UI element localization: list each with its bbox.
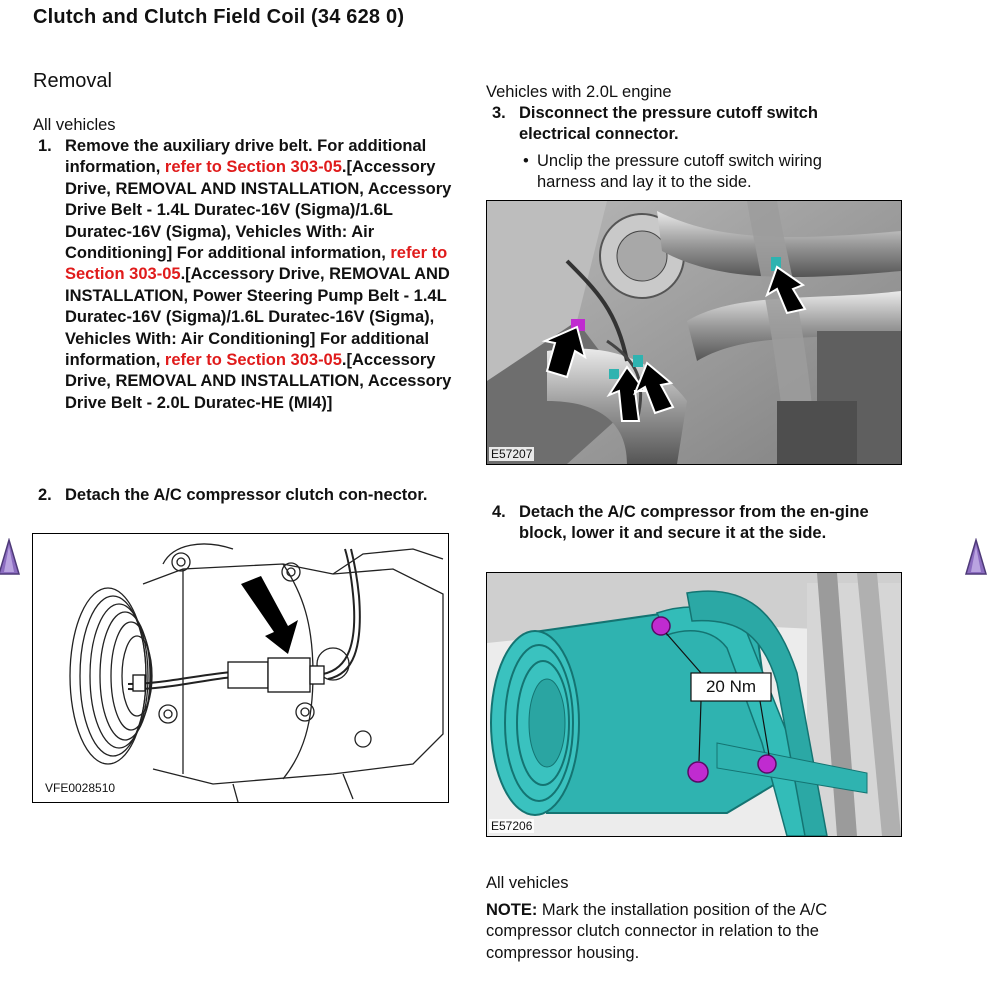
bolt-icon: [688, 762, 708, 782]
step-text: .[Accessory Drive, REMOVAL AND INSTALLATION, Accessory Drive Belt - 2.0L Duratec-HE (MI4)]: [65, 351, 452, 412]
step-number: 2.: [38, 486, 52, 504]
figure-compressor-mounting: [486, 572, 902, 837]
step-number: 1.: [38, 137, 52, 155]
step-number: 3.: [492, 104, 506, 122]
section-heading: Removal: [33, 70, 112, 92]
bolt-icon: [652, 617, 670, 635]
step-text: Detach the A/C compressor clutch con-nector.: [65, 486, 428, 504]
figure-code: E57207: [491, 447, 533, 461]
section-reference-link[interactable]: refer to Section 303-05: [164, 158, 342, 177]
applies-to-label: All vehicles: [33, 116, 116, 134]
step-2: [38, 485, 428, 506]
section-reference-link[interactable]: refer to Section 303-05: [164, 351, 342, 370]
compressor-line-drawing: [33, 534, 448, 802]
engine-bay-photo: [487, 201, 901, 464]
page-title: Clutch and Clutch Field Coil (34 628 0): [33, 6, 405, 28]
section-reference-link[interactable]: refer to Section 303-05: [65, 244, 448, 284]
torque-label: 20 Nm: [705, 677, 757, 696]
step-4: [492, 502, 882, 545]
step-text: Detach the A/C compressor from the en-gine block, lower it and secure it at the side.: [519, 503, 869, 543]
figure-code: E57206: [491, 819, 533, 833]
figure-code: VFE0028510: [45, 781, 116, 795]
bullet-item: [523, 151, 883, 194]
bolt-icon: [758, 755, 776, 773]
note-label: NOTE:: [486, 901, 538, 919]
compressor-photo: [487, 573, 901, 836]
bullet-text: Unclip the pressure cutoff switch wiring harness and lay it to the side.: [537, 152, 822, 192]
step-text: Remove the auxiliary drive belt. For additional information,: [65, 137, 427, 177]
callout-arrow-icon: [241, 576, 298, 654]
applies-to-label: All vehicles: [486, 874, 569, 892]
step-text: .[Accessory Drive, REMOVAL AND INSTALLATION, Power Steering Pump Belt - 1.4L Duratec-16V (Sigma)/1.6L Duratec-16V (Sigma), Vehicles With: Air Conditioning] For additional information,: [65, 265, 450, 370]
triangle-nav-left-icon[interactable]: [0, 538, 21, 576]
step-number: 4.: [492, 503, 506, 521]
step-3: [492, 103, 882, 146]
triangle-nav-right-icon[interactable]: [964, 538, 988, 576]
figure-clutch-connector: [32, 533, 449, 803]
step-text: Disconnect the pressure cutoff switch electrical connector.: [519, 104, 818, 144]
applies-to-label: Vehicles with 2.0L engine: [486, 83, 672, 101]
figure-pressure-switch: [486, 200, 902, 465]
bullet-icon: •: [523, 152, 529, 170]
step-text: .[Accessory Drive, REMOVAL AND INSTALLATION, Accessory Drive Belt - 1.4L Duratec-16V (Sigma)/1.6L Duratec-16V (Sigma), Vehicles With: Air Conditioning] For additional information,: [65, 158, 452, 263]
step-1: [38, 136, 453, 414]
note-block: [486, 900, 891, 964]
note-text: Mark the installation position of the A/C compressor clutch connector in relation to the compressor housing.: [486, 901, 828, 962]
